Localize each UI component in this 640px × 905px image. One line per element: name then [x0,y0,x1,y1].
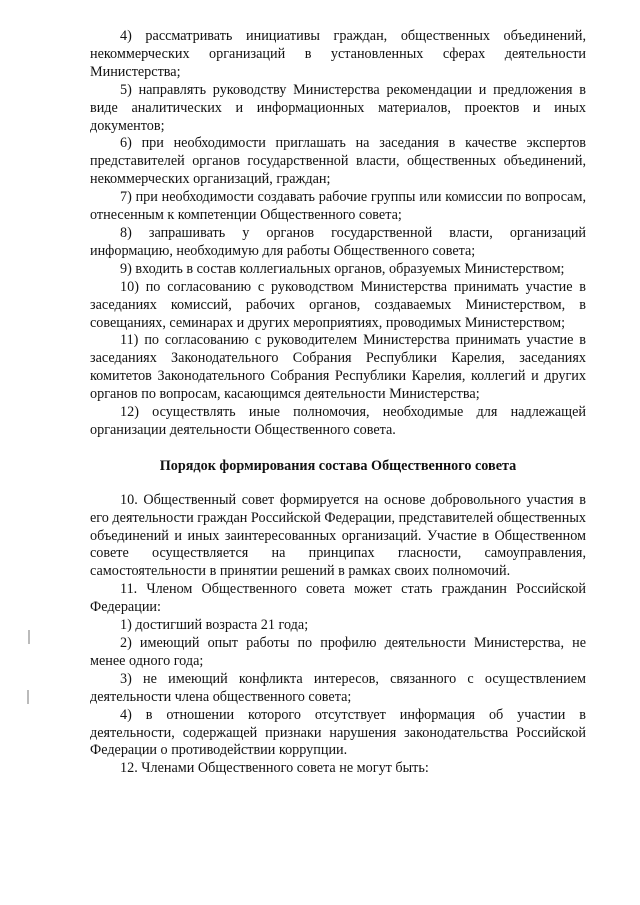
scan-margin-mark [27,690,29,704]
paragraph-item-6: 6) при необходимости приглашать на заседания в качестве экспертов представителей органов государственной власти, общественных объединений, некоммерческих организаций, граждан; [90,135,586,188]
paragraph-item-11: 11) по согласованию с руководителем Министерства принимать участие в заседаниях Законодательного Собрания Республики Карелия, заседаниях комитетов Законодательного Собрания Республики Карелия, коллегий и других органов по вопросам, касающимся деятельности Министерства; [90,332,586,403]
clause-10: 10. Общественный совет формируется на основе добровольного участия в его деятельности граждан Российской Федерации, представителей общественных объединений и иных заинтересованных организаций. Участие в Общественном совете осуществляется на принципах гласности, самоуправления, самостоятельности в принятии решений в рамках своих полномочий. [90,491,586,580]
section-heading: Порядок формирования состава Общественного совета [159,457,517,474]
paragraph-item-7: 7) при необходимости создавать рабочие группы или комиссии по вопросам, отнесенным к компетенции Общественного совета; [90,189,586,224]
clause-11-item-1: 1) достигший возраста 21 года; [120,617,309,634]
paragraph-item-4: 4) рассматривать инициативы граждан, общественных объединений, некоммерческих организаций в установленных сферах деятельности Министерства; [90,28,586,80]
clause-11: 11. Членом Общественного совета может стать гражданин Российской Федерации: [90,581,586,616]
paragraph-item-5: 5) направлять руководству Министерства рекомендации и предложения в виде аналитических и информационных материалов, проектов и иных документов; [90,81,586,134]
paragraph-item-8: 8) запрашивать у органов государственной власти, организаций информацию, необходимую для работы Общественного совета; [90,224,586,259]
document-page [90,28,586,778]
clause-11-item-4: 4) в отношении которого отсутствует информация об участии в деятельности, содержащей признаки нарушения законодательства Российской Федерации о противодействии коррупции. [90,706,586,759]
clause-12: 12. Членами Общественного совета не могут быть: [120,760,429,777]
clause-11-item-2: 2) имеющий опыт работы по профилю деятельности Министерства, не менее одного года; [90,635,586,669]
scan-margin-mark [28,630,30,644]
paragraph-item-12: 12) осуществлять иные полномочия, необходимые для надлежащей организации деятельности Общественного совета. [90,404,586,438]
clause-11-item-3: 3) не имеющий конфликта интересов, связанного с осуществлением деятельности члена общественного совета; [90,670,586,705]
paragraph-item-9: 9) входить в состав коллегиальных органов, образуемых Министерством; [120,260,565,277]
paragraph-item-10: 10) по согласованию с руководством Министерства принимать участие в заседаниях комиссий, рабочих органов, создаваемых Министерством, в совещаниях, семинарах и других мероприятиях, проводимых Министерством; [90,278,586,331]
